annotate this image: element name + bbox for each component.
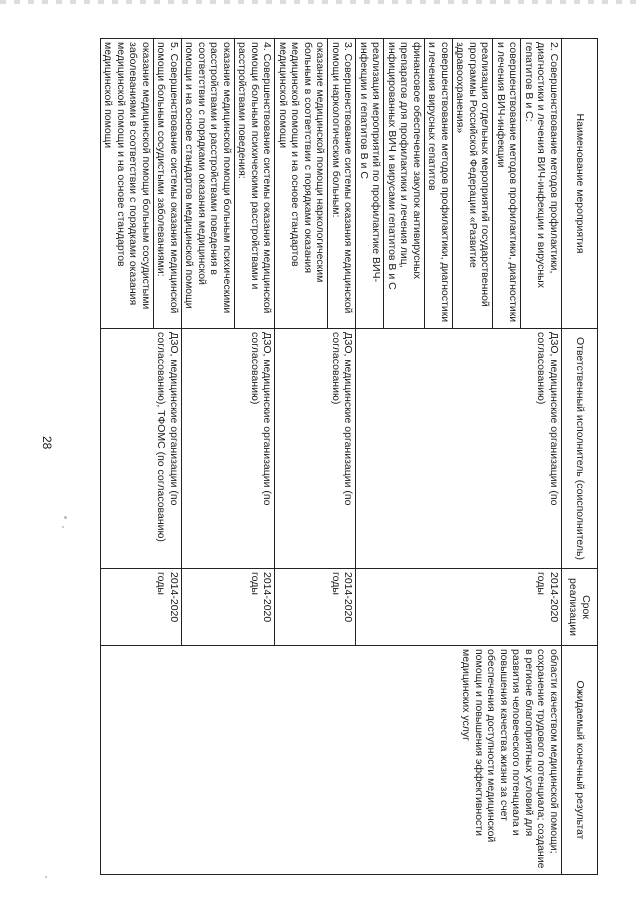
row-executor: ДЗО, медицинские организации (по согласованию) <box>275 329 356 569</box>
row-name: совершенствование методов профилактики, диагностики и лечения вирусных гепатитов <box>425 39 453 329</box>
table-row <box>521 39 562 875</box>
scan-speck <box>64 516 67 519</box>
page-number: 28 <box>40 436 54 450</box>
scan-speck <box>45 876 47 878</box>
header-result: Ожидаемый конечный результат <box>562 646 598 875</box>
row-name: совершенствование методов профилактики, диагностики и лечения ВИЧ-инфекции <box>493 39 521 329</box>
row-name: 3. Совершенствование системы оказания медицинской помощи наркологическим больным: <box>328 39 356 329</box>
row-name: финансовое обеспечение закупок антивирусных препаратов для профилактики и лечения лиц, инфицированных ВИЧ и вирусами гепатитов В и С <box>384 39 425 329</box>
table-header-row <box>562 39 598 875</box>
row-name: оказание медицинской помощи больным психическими расстройствами и расстройствами поведения в соответствии с порядками оказания медицинской помощи и на основе стандартов медицинской помощи <box>182 39 235 329</box>
row-name: 2. Совершенствование методов профилактики, диагностики и лечения ВИЧ-инфекции и вирусных гепатитов В и С: <box>521 39 562 329</box>
row-name: реализация отдельных мероприятий государственной программы Российской Федерации «Развитие здравоохранения» <box>453 39 494 329</box>
row-name: оказание медицинской помощи больным сосудистыми заболеваниями в соответствии с порядками оказания медицинской помощи и на основе стандартов медицинской помощи <box>101 39 154 329</box>
header-executor: Ответственный исполнитель (соисполнитель) <box>562 329 598 569</box>
row-name: реализация мероприятий по профилактике ВИЧ-инфекции и гепатитов В и С <box>356 39 384 329</box>
row-term: 2014-2020 годы <box>356 569 562 646</box>
row-result: области качеством медицинской помощи; сохранение трудового потенциала; создание в регионе благоприятных условий для развития человеческого потенциала и повышения качества жизни за счет обеспечения доступности медицинской помощи и повышения эффективности медицинских услуг <box>101 646 562 875</box>
measures-table <box>100 38 598 875</box>
row-executor: ДЗО, медицинские организации (по согласованию) <box>182 329 276 569</box>
row-term: 2014-2020 годы <box>101 569 182 646</box>
scan-edge-artifact <box>0 0 640 4</box>
row-name: 5. Совершенствование системы оказания медицинской помощи больным сосудистыми заболеваниями: <box>154 39 182 329</box>
row-term: 2014-2020 годы <box>275 569 356 646</box>
row-executor: ДЗО, медицинские организации (по согласованию) <box>356 329 562 569</box>
rotated-table-container <box>102 38 598 874</box>
scan-speck <box>62 526 64 528</box>
row-name: оказание медицинской помощи наркологическим больным в соответствии с порядками оказания медицинской помощи и на основе стандартов медицинской помощи <box>275 39 328 329</box>
header-name: Наименование мероприятия <box>562 39 598 329</box>
row-executor: ДЗО, медицинские организации (по согласованию), ТФОМС (по согласованию) <box>101 329 182 569</box>
header-term: Срок реализации <box>562 569 598 646</box>
row-name: 4. Совершенствование системы оказания медицинской помощи больным психическими расстройствами и расстройствами поведения: <box>235 39 276 329</box>
row-term: 2014-2020 годы <box>182 569 276 646</box>
